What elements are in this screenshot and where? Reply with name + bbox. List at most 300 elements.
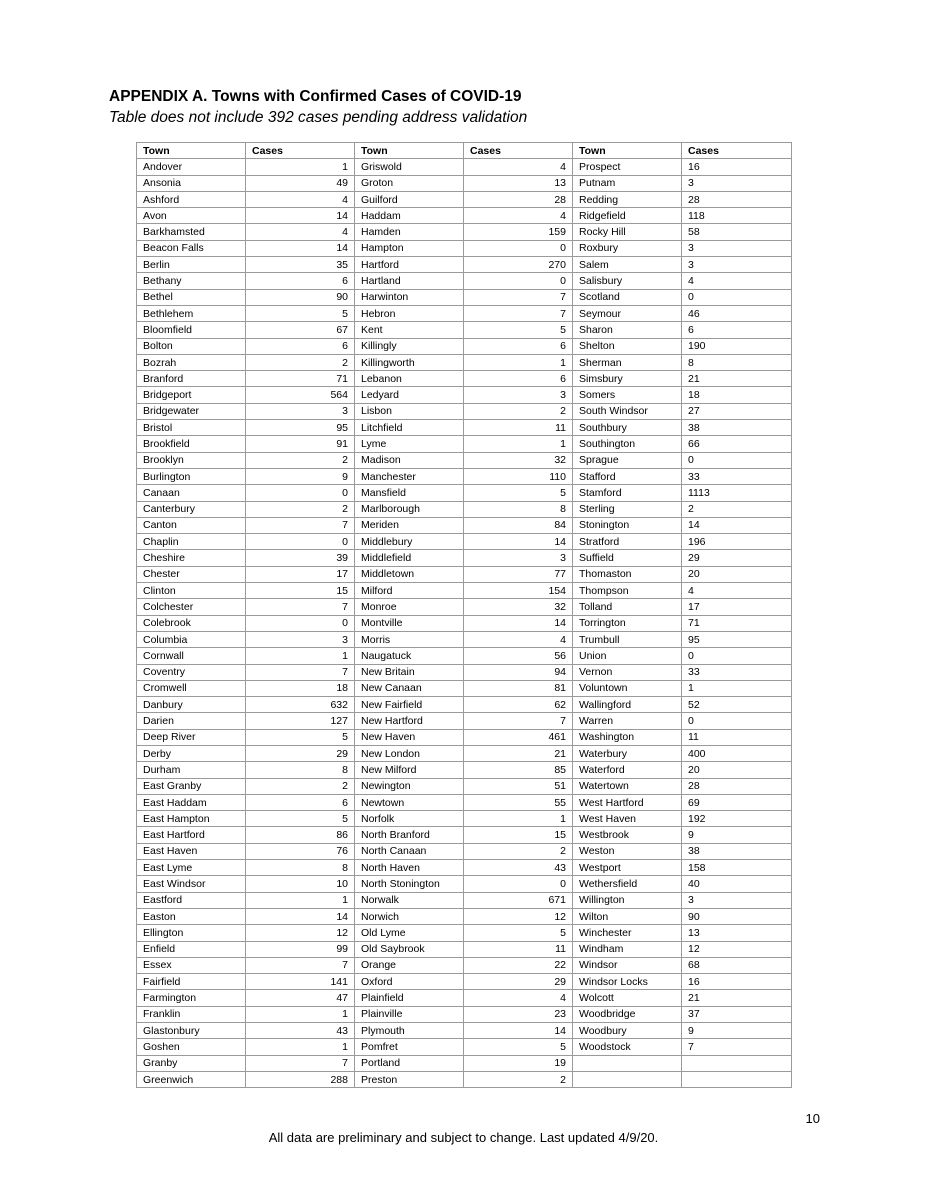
town-cell: Cheshire <box>137 550 246 566</box>
table-row <box>137 860 792 876</box>
town-cell: Wilton <box>573 908 682 924</box>
town-cell: Lisbon <box>355 403 464 419</box>
town-cell: East Hampton <box>137 811 246 827</box>
town-cell: Stamford <box>573 485 682 501</box>
town-cell: Darien <box>137 713 246 729</box>
table-row <box>137 974 792 990</box>
town-cell: New Hartford <box>355 713 464 729</box>
cases-cell: 14 <box>464 615 573 631</box>
town-cell: Newtown <box>355 794 464 810</box>
town-cell: Union <box>573 648 682 664</box>
town-cell: New Britain <box>355 664 464 680</box>
town-cell: Stratford <box>573 534 682 550</box>
cases-cell: 5 <box>464 1039 573 1055</box>
cases-cell: 127 <box>246 713 355 729</box>
town-cell: East Windsor <box>137 876 246 892</box>
table-row <box>137 240 792 256</box>
town-cell: East Lyme <box>137 860 246 876</box>
table-row <box>137 827 792 843</box>
cases-cell: 8 <box>246 762 355 778</box>
town-cell: Orange <box>355 957 464 973</box>
table-row <box>137 468 792 484</box>
town-cell: Ellington <box>137 925 246 941</box>
cases-cell <box>682 1071 792 1087</box>
cases-cell: 14 <box>464 1023 573 1039</box>
table-row <box>137 631 792 647</box>
cases-cell: 3 <box>246 631 355 647</box>
table-row <box>137 159 792 175</box>
cases-cell: 564 <box>246 387 355 403</box>
table-row <box>137 208 792 224</box>
cases-cell: 1 <box>464 436 573 452</box>
town-cell: Rocky Hill <box>573 224 682 240</box>
cases-cell: 2 <box>246 778 355 794</box>
town-cell: Danbury <box>137 697 246 713</box>
cases-cell: 20 <box>682 762 792 778</box>
town-cell: Hebron <box>355 305 464 321</box>
table-row <box>137 354 792 370</box>
cases-cell: 5 <box>246 305 355 321</box>
town-cell: Bridgeport <box>137 387 246 403</box>
table-row <box>137 794 792 810</box>
cases-cell: 0 <box>682 648 792 664</box>
cases-cell: 69 <box>682 794 792 810</box>
town-cell: Bethel <box>137 289 246 305</box>
cases-cell: 13 <box>464 175 573 191</box>
table-row <box>137 501 792 517</box>
cases-cell: 0 <box>682 713 792 729</box>
cases-cell: 32 <box>464 452 573 468</box>
cases-cell: 110 <box>464 468 573 484</box>
column-header-town-3: Town <box>573 143 682 159</box>
cases-cell: 23 <box>464 1006 573 1022</box>
town-cell: Cromwell <box>137 680 246 696</box>
town-cell: Sharon <box>573 322 682 338</box>
cases-cell: 15 <box>464 827 573 843</box>
cases-cell: 16 <box>682 159 792 175</box>
cases-cell: 68 <box>682 957 792 973</box>
town-cell: Wethersfield <box>573 876 682 892</box>
town-cell: New Milford <box>355 762 464 778</box>
town-cell: Torrington <box>573 615 682 631</box>
cases-cell: 0 <box>464 876 573 892</box>
town-cell: East Haddam <box>137 794 246 810</box>
cases-cell: 7 <box>464 289 573 305</box>
town-cell: Berlin <box>137 257 246 273</box>
town-cell: Bolton <box>137 338 246 354</box>
table-row <box>137 599 792 615</box>
town-cell: Haddam <box>355 208 464 224</box>
town-cell: Pomfret <box>355 1039 464 1055</box>
town-cell: Scotland <box>573 289 682 305</box>
cases-cell: 28 <box>464 191 573 207</box>
cases-cell: 20 <box>682 566 792 582</box>
cases-cell: 4 <box>464 990 573 1006</box>
cases-cell: 632 <box>246 697 355 713</box>
cases-cell: 52 <box>682 697 792 713</box>
town-cell: Newington <box>355 778 464 794</box>
cases-cell: 1 <box>246 1039 355 1055</box>
table-row <box>137 257 792 273</box>
table-row <box>137 485 792 501</box>
cases-cell: 12 <box>464 908 573 924</box>
town-cell: Suffield <box>573 550 682 566</box>
town-cell: Brooklyn <box>137 452 246 468</box>
cases-cell: 5 <box>246 811 355 827</box>
cases-cell: 14 <box>464 534 573 550</box>
town-cell: Trumbull <box>573 631 682 647</box>
cases-cell: 1 <box>246 892 355 908</box>
cases-cell: 196 <box>682 534 792 550</box>
cases-cell: 62 <box>464 697 573 713</box>
town-cell: Essex <box>137 957 246 973</box>
town-cell: Simsbury <box>573 371 682 387</box>
cases-cell: 81 <box>464 680 573 696</box>
town-cell: Salisbury <box>573 273 682 289</box>
town-cell: Mansfield <box>355 485 464 501</box>
town-cell: Guilford <box>355 191 464 207</box>
town-cell: Thomaston <box>573 566 682 582</box>
town-cell: Seymour <box>573 305 682 321</box>
town-cell: Woodbury <box>573 1023 682 1039</box>
town-cell: Milford <box>355 583 464 599</box>
table-row <box>137 680 792 696</box>
town-cell: Kent <box>355 322 464 338</box>
town-cell: Ridgefield <box>573 208 682 224</box>
cases-cell: 38 <box>682 843 792 859</box>
cases-cell: 18 <box>246 680 355 696</box>
column-header-town-1: Town <box>137 143 246 159</box>
table-row <box>137 175 792 191</box>
cases-cell: 0 <box>682 452 792 468</box>
cases-cell: 2 <box>464 843 573 859</box>
town-cell: Weston <box>573 843 682 859</box>
cases-cell: 3 <box>682 175 792 191</box>
town-cell: South Windsor <box>573 403 682 419</box>
cases-cell: 84 <box>464 517 573 533</box>
town-cell: Roxbury <box>573 240 682 256</box>
town-cell: New London <box>355 745 464 761</box>
table-row <box>137 550 792 566</box>
cases-cell: 7 <box>246 1055 355 1071</box>
table-row <box>137 908 792 924</box>
cases-cell: 21 <box>464 745 573 761</box>
town-cell: Ansonia <box>137 175 246 191</box>
town-cell: Monroe <box>355 599 464 615</box>
table-row <box>137 1023 792 1039</box>
town-cell: Deep River <box>137 729 246 745</box>
town-cell: Woodstock <box>573 1039 682 1055</box>
table-row <box>137 583 792 599</box>
cases-table-body <box>137 159 792 1088</box>
cases-cell: 17 <box>682 599 792 615</box>
town-cell: Easton <box>137 908 246 924</box>
town-cell: Tolland <box>573 599 682 615</box>
town-cell <box>573 1055 682 1071</box>
town-cell: Windsor Locks <box>573 974 682 990</box>
cases-cell: 66 <box>682 436 792 452</box>
town-cell: Marlborough <box>355 501 464 517</box>
town-cell: Southbury <box>573 420 682 436</box>
cases-cell: 158 <box>682 860 792 876</box>
town-cell: Coventry <box>137 664 246 680</box>
table-row <box>137 403 792 419</box>
table-row <box>137 876 792 892</box>
cases-cell: 94 <box>464 664 573 680</box>
table-row <box>137 811 792 827</box>
table-row <box>137 745 792 761</box>
town-cell: Barkhamsted <box>137 224 246 240</box>
town-cell: Waterbury <box>573 745 682 761</box>
table-row <box>137 191 792 207</box>
town-cell: East Granby <box>137 778 246 794</box>
cases-cell: 1 <box>246 1006 355 1022</box>
cases-cell: 91 <box>246 436 355 452</box>
town-cell: Wallingford <box>573 697 682 713</box>
town-cell: Greenwich <box>137 1071 246 1087</box>
cases-table <box>136 142 792 1088</box>
town-cell: North Branford <box>355 827 464 843</box>
cases-cell: 1 <box>464 811 573 827</box>
table-row <box>137 762 792 778</box>
town-cell: Farmington <box>137 990 246 1006</box>
town-cell: Canterbury <box>137 501 246 517</box>
cases-cell: 12 <box>682 941 792 957</box>
town-cell: Branford <box>137 371 246 387</box>
cases-cell: 4 <box>246 191 355 207</box>
town-cell: Windham <box>573 941 682 957</box>
cases-cell: 67 <box>246 322 355 338</box>
cases-cell: 90 <box>682 908 792 924</box>
cases-cell: 3 <box>682 257 792 273</box>
cases-cell: 190 <box>682 338 792 354</box>
town-cell: Hamden <box>355 224 464 240</box>
cases-cell: 141 <box>246 974 355 990</box>
town-cell: Bristol <box>137 420 246 436</box>
cases-cell: 22 <box>464 957 573 973</box>
cases-cell: 29 <box>246 745 355 761</box>
cases-cell: 95 <box>682 631 792 647</box>
cases-cell: 14 <box>246 240 355 256</box>
cases-cell: 21 <box>682 371 792 387</box>
cases-cell: 118 <box>682 208 792 224</box>
cases-cell: 18 <box>682 387 792 403</box>
town-cell: East Haven <box>137 843 246 859</box>
cases-cell: 99 <box>246 941 355 957</box>
town-cell: North Haven <box>355 860 464 876</box>
cases-cell: 288 <box>246 1071 355 1087</box>
table-row <box>137 436 792 452</box>
cases-cell: 76 <box>246 843 355 859</box>
town-cell: Plainfield <box>355 990 464 1006</box>
cases-cell: 7 <box>682 1039 792 1055</box>
town-cell: Brookfield <box>137 436 246 452</box>
town-cell: North Stonington <box>355 876 464 892</box>
table-row <box>137 566 792 582</box>
town-cell: Fairfield <box>137 974 246 990</box>
column-header-town-2: Town <box>355 143 464 159</box>
town-cell: Plainville <box>355 1006 464 1022</box>
cases-cell: 14 <box>682 517 792 533</box>
town-cell: Hampton <box>355 240 464 256</box>
cases-cell: 28 <box>682 778 792 794</box>
town-cell: Vernon <box>573 664 682 680</box>
table-row <box>137 534 792 550</box>
cases-cell: 9 <box>682 827 792 843</box>
table-row <box>137 941 792 957</box>
town-cell: Beacon Falls <box>137 240 246 256</box>
cases-cell: 4 <box>246 224 355 240</box>
town-cell: Stafford <box>573 468 682 484</box>
cases-cell: 7 <box>246 957 355 973</box>
town-cell: Middletown <box>355 566 464 582</box>
cases-cell: 38 <box>682 420 792 436</box>
cases-cell: 2 <box>682 501 792 517</box>
cases-cell: 0 <box>682 289 792 305</box>
town-cell: Colebrook <box>137 615 246 631</box>
town-cell: Norwich <box>355 908 464 924</box>
cases-cell: 192 <box>682 811 792 827</box>
table-row <box>137 338 792 354</box>
town-cell: Bethlehem <box>137 305 246 321</box>
cases-cell: 7 <box>246 599 355 615</box>
cases-cell: 37 <box>682 1006 792 1022</box>
cases-cell: 1 <box>682 680 792 696</box>
cases-cell: 3 <box>464 387 573 403</box>
cases-cell: 7 <box>464 713 573 729</box>
town-cell <box>573 1071 682 1087</box>
cases-cell: 15 <box>246 583 355 599</box>
table-row <box>137 713 792 729</box>
cases-cell: 55 <box>464 794 573 810</box>
town-cell: Washington <box>573 729 682 745</box>
town-cell: Watertown <box>573 778 682 794</box>
town-cell: Ashford <box>137 191 246 207</box>
town-cell: Lyme <box>355 436 464 452</box>
table-row <box>137 1071 792 1087</box>
cases-cell: 49 <box>246 175 355 191</box>
town-cell: Clinton <box>137 583 246 599</box>
table-row <box>137 697 792 713</box>
cases-cell: 3 <box>246 403 355 419</box>
cases-cell: 8 <box>464 501 573 517</box>
cases-cell: 2 <box>464 403 573 419</box>
town-cell: Avon <box>137 208 246 224</box>
town-cell: Bethany <box>137 273 246 289</box>
table-row <box>137 371 792 387</box>
cases-cell: 1 <box>246 648 355 664</box>
table-row <box>137 892 792 908</box>
town-cell: Winchester <box>573 925 682 941</box>
cases-cell: 6 <box>464 371 573 387</box>
cases-cell: 671 <box>464 892 573 908</box>
table-row <box>137 289 792 305</box>
town-cell: Glastonbury <box>137 1023 246 1039</box>
town-cell: Woodbridge <box>573 1006 682 1022</box>
town-cell: Portland <box>355 1055 464 1071</box>
town-cell: Shelton <box>573 338 682 354</box>
cases-cell: 9 <box>246 468 355 484</box>
town-cell: Lebanon <box>355 371 464 387</box>
cases-cell: 1 <box>246 159 355 175</box>
town-cell: Old Lyme <box>355 925 464 941</box>
cases-cell: 4 <box>464 631 573 647</box>
cases-cell: 7 <box>246 664 355 680</box>
town-cell: Bridgewater <box>137 403 246 419</box>
cases-cell: 32 <box>464 599 573 615</box>
cases-cell: 0 <box>464 273 573 289</box>
cases-cell: 13 <box>682 925 792 941</box>
town-cell: Bozrah <box>137 354 246 370</box>
table-row <box>137 273 792 289</box>
town-cell: Enfield <box>137 941 246 957</box>
cases-cell: 5 <box>464 322 573 338</box>
cases-cell: 40 <box>682 876 792 892</box>
town-cell: Ledyard <box>355 387 464 403</box>
cases-cell: 56 <box>464 648 573 664</box>
town-cell: Wolcott <box>573 990 682 1006</box>
table-row <box>137 387 792 403</box>
cases-cell: 3 <box>464 550 573 566</box>
town-cell: Thompson <box>573 583 682 599</box>
town-cell: Plymouth <box>355 1023 464 1039</box>
town-cell: Granby <box>137 1055 246 1071</box>
table-row <box>137 305 792 321</box>
town-cell: Westport <box>573 860 682 876</box>
cases-cell: 0 <box>246 534 355 550</box>
cases-cell: 5 <box>464 925 573 941</box>
cases-cell: 71 <box>682 615 792 631</box>
cases-cell: 39 <box>246 550 355 566</box>
table-row <box>137 615 792 631</box>
cases-cell: 159 <box>464 224 573 240</box>
cases-cell: 12 <box>246 925 355 941</box>
header-row <box>137 143 792 159</box>
footer-note: All data are preliminary and subject to change. Last updated 4/9/20. <box>268 1130 659 1145</box>
town-cell: Manchester <box>355 468 464 484</box>
cases-cell <box>682 1055 792 1071</box>
town-cell: West Hartford <box>573 794 682 810</box>
town-cell: Preston <box>355 1071 464 1087</box>
cases-cell: 6 <box>246 794 355 810</box>
cases-cell: 3 <box>682 892 792 908</box>
table-row <box>137 664 792 680</box>
town-cell: Eastford <box>137 892 246 908</box>
town-cell: Sterling <box>573 501 682 517</box>
cases-cell: 85 <box>464 762 573 778</box>
cases-cell: 4 <box>682 583 792 599</box>
table-row <box>137 957 792 973</box>
cases-cell: 4 <box>464 159 573 175</box>
column-header-cases-2: Cases <box>464 143 573 159</box>
town-cell: Sherman <box>573 354 682 370</box>
cases-cell: 29 <box>682 550 792 566</box>
town-cell: Cornwall <box>137 648 246 664</box>
town-cell: East Hartford <box>137 827 246 843</box>
cases-cell: 3 <box>682 240 792 256</box>
town-cell: Prospect <box>573 159 682 175</box>
cases-table-header <box>137 143 792 159</box>
town-cell: Westbrook <box>573 827 682 843</box>
cases-cell: 6 <box>246 338 355 354</box>
town-cell: Waterford <box>573 762 682 778</box>
cases-cell: 51 <box>464 778 573 794</box>
cases-cell: 0 <box>246 485 355 501</box>
town-cell: North Canaan <box>355 843 464 859</box>
town-cell: Chester <box>137 566 246 582</box>
town-cell: Warren <box>573 713 682 729</box>
table-row <box>137 1039 792 1055</box>
